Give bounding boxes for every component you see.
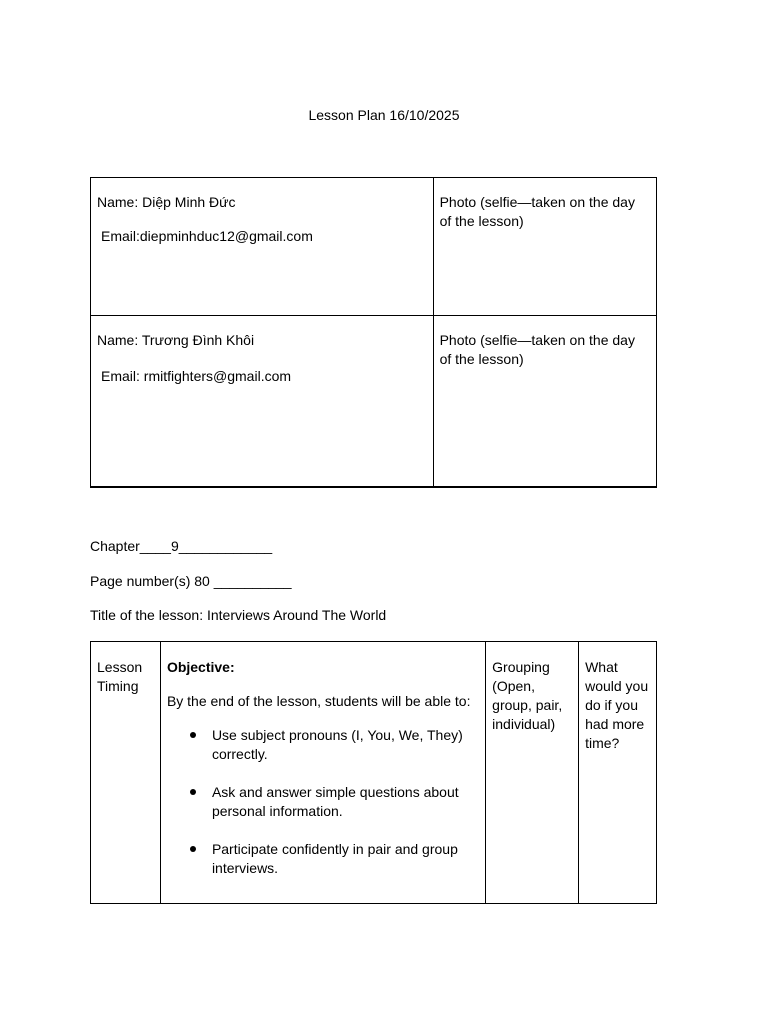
- document-title: Lesson Plan 16/10/2025: [308, 107, 460, 123]
- participants-table: [90, 177, 657, 488]
- participant-name: Name: Trương Đình Khôi: [97, 332, 255, 348]
- lesson-plan-table: [90, 641, 657, 904]
- participant-email: Email: rmitfighters@gmail.com: [101, 368, 292, 384]
- photo-note: Photo (selfie—taken on the day of the lesson): [439, 332, 635, 367]
- objective-intro: By the end of the lesson, students will be able to:: [166, 693, 471, 709]
- more-time-header: What would you do if you had more time?: [579, 642, 657, 904]
- photo-cell: [433, 178, 656, 316]
- photo-cell: [433, 316, 656, 488]
- participant-row: [91, 316, 657, 488]
- timing-header: Lesson Timing: [91, 642, 161, 904]
- objective-item: Ask and answer simple questions about personal information.: [212, 783, 479, 821]
- lesson-title-line: Title of the lesson: Interviews Around The World: [90, 607, 387, 623]
- page-numbers-line: Page number(s) 80 __________: [90, 573, 292, 589]
- participant-info-cell: [91, 316, 434, 488]
- plan-row: [91, 642, 657, 904]
- participant-row: [91, 178, 657, 316]
- objective-item: Use subject pronouns (I, You, We, They) correctly.: [212, 726, 479, 764]
- chapter-line: Chapter____9____________: [90, 538, 273, 554]
- participant-email: Email:diepminhduc12@gmail.com: [101, 228, 313, 244]
- objective-header: Objective:: [166, 659, 235, 675]
- objective-item: Participate confidently in pair and group interviews.: [212, 840, 479, 878]
- grouping-header: Grouping (Open, group, pair, individual): [486, 642, 579, 904]
- photo-note: Photo (selfie—taken on the day of the lesson): [439, 194, 635, 229]
- objective-cell: [160, 642, 485, 904]
- objective-list: [167, 726, 479, 878]
- participant-name: Name: Diệp Minh Đức: [97, 194, 236, 210]
- participant-info-cell: [91, 178, 434, 316]
